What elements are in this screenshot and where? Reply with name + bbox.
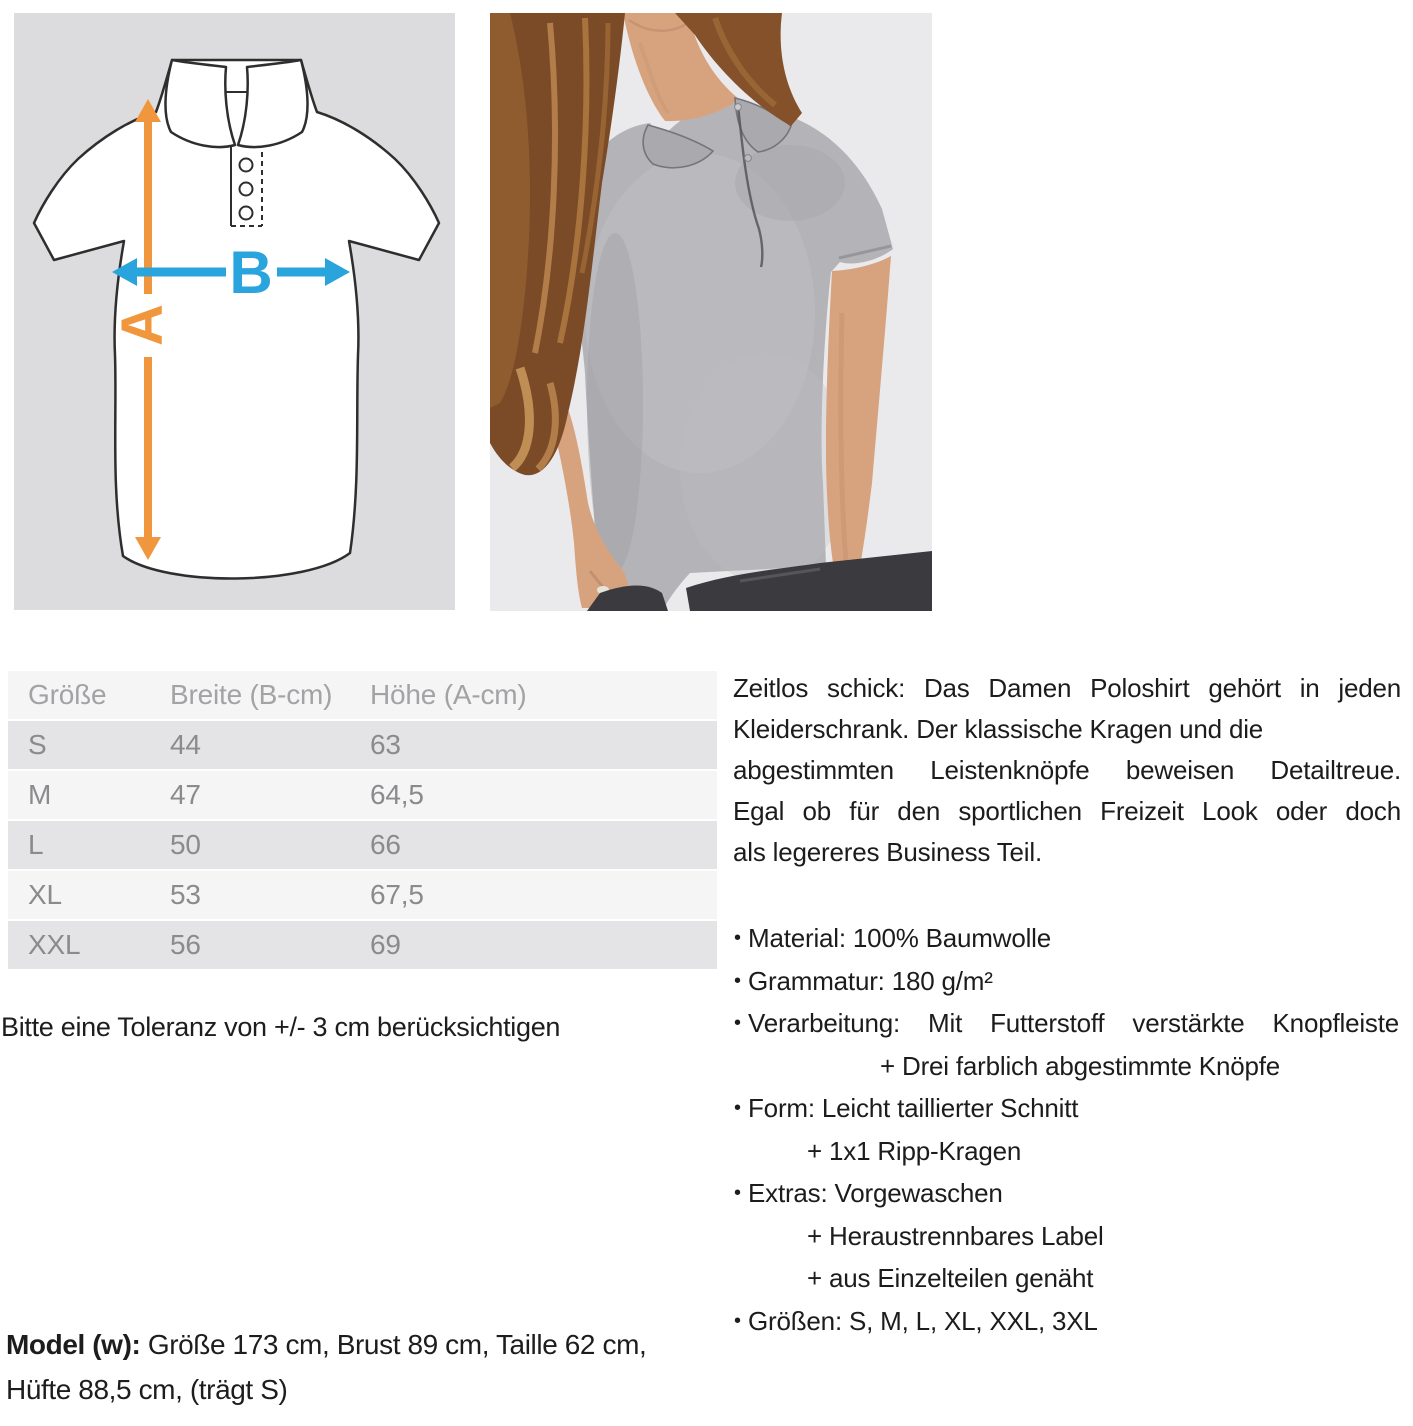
bullet-icon: • [734,1097,741,1119]
table-cell: L [28,829,44,860]
measure-b-label: B [229,239,273,306]
feature-text: Extras: Vorgewaschen [748,1178,1003,1208]
model-photo-illustration [490,13,932,611]
feature-text: Grammatur: 180 g/m² [748,965,993,996]
table-row [8,721,717,769]
feature-text: Größen: S, M, L, XL, XXL, 3XL [748,1305,1098,1336]
feature-item [733,1087,1401,1130]
feature-text: Form: Leicht taillierter Schnitt [748,1093,1079,1123]
table-cell: 44 [170,729,201,760]
feature-item [733,960,1401,1003]
polo-measurement-diagram [14,13,455,610]
placket-button [240,183,253,196]
description-line: abgestimmten Leistenknöpfe beweisen Detailtreue. [733,755,1401,785]
collar-left-flap [165,60,235,147]
size-table-header [8,671,717,719]
size-table-body [8,721,717,969]
feature-continuation: + Drei farblich abgestimmte Knöpfe [880,1050,1281,1081]
table-cell: M [28,779,52,810]
model-note-line1: Größe 173 cm, Brust 89 cm, Taille 62 cm, [147,1329,647,1360]
feature-continuation: + aus Einzelteilen genäht [807,1263,1094,1293]
polo-outline [34,60,439,579]
bullet-icon: • [734,1182,741,1204]
description-paragraph [733,668,1401,873]
measure-a-label: A [110,304,175,346]
feature-item [733,917,1401,960]
bullet-icon: • [734,1012,741,1034]
table-cell: 69 [370,929,401,960]
model-note [6,1322,726,1412]
table-cell: 47 [170,779,201,810]
collar-right-flap [238,60,308,147]
description-line: als legereres Business Teil. [733,837,1042,867]
table-header-cell: Größe [28,679,107,710]
product-description [733,668,1401,1342]
model-note-label: Model (w): [6,1329,141,1360]
model-note-line2: Hüfte 88,5 cm, (trägt S) [6,1374,288,1405]
table-cell: XL [28,879,62,910]
table-header-cell: Höhe (A-cm) [370,679,527,710]
table-row [8,921,717,969]
feature-item [733,1002,1401,1045]
table-header-cell: Breite (B-cm) [170,679,333,710]
table-cell: 53 [170,879,201,910]
feature-item [733,1300,1401,1343]
feature-item [733,1172,1401,1215]
feature-continuation: + Heraustrennbares Label [807,1220,1104,1251]
table-cell: S [28,729,47,760]
table-cell: 66 [370,829,401,860]
bullet-icon: • [734,927,741,949]
table-row [8,821,717,869]
bullet-icon: • [734,969,741,992]
table-cell: 50 [170,829,201,860]
table-cell: 56 [170,929,201,960]
placket-button [240,159,253,172]
description-line: Kleiderschrank. Der klassische Kragen und die [733,714,1264,744]
table-cell: 63 [370,729,401,760]
feature-continuation: + 1x1 Ripp-Kragen [807,1135,1022,1166]
feature-text: Verarbeitung: Mit Futterstoff verstärkte Knopfleiste [748,1008,1399,1038]
size-diagram-panel [14,13,455,610]
description-line: Egal ob für den sportlichen Freizeit Look oder doch [733,796,1401,826]
table-cell: XXL [28,929,81,960]
table-row [8,771,717,819]
description-line: Zeitlos schick: Das Damen Poloshirt gehört in jeden [733,673,1401,703]
bullet-icon: • [734,1309,741,1332]
table-cell: 64,5 [370,779,424,810]
tolerance-note: Bitte eine Toleranz von +/- 3 cm berücksichtigen [1,1012,561,1042]
size-table [8,671,717,971]
feature-text: Material: 100% Baumwolle [748,923,1052,953]
placket-button [240,207,253,220]
table-cell: 67,5 [370,879,424,910]
feature-list [733,917,1401,1342]
table-row [8,871,717,919]
product-photo [490,13,932,611]
